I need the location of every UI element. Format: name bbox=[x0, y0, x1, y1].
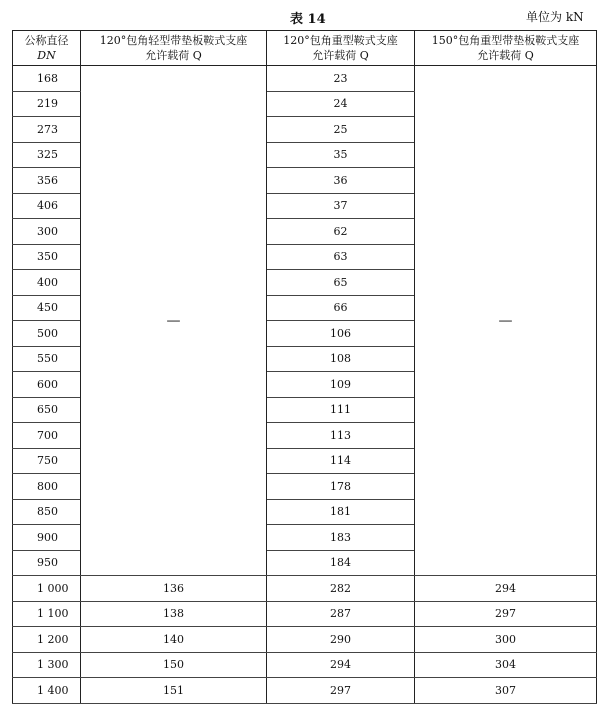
cell-heavy120: 36 bbox=[267, 168, 415, 194]
cell-heavy120: 25 bbox=[267, 117, 415, 143]
cell-dn: 1 200 bbox=[13, 627, 81, 653]
cell-light120: 150 bbox=[81, 652, 267, 678]
unit-label: 单位为 kN bbox=[526, 10, 584, 24]
cell-heavy120: 35 bbox=[267, 142, 415, 168]
cell-heavy120: 181 bbox=[267, 499, 415, 525]
cell-heavy120: 24 bbox=[267, 91, 415, 117]
cell-dn: 1 400 bbox=[13, 678, 81, 704]
cell-dn: 550 bbox=[13, 346, 81, 372]
cell-heavy120: 294 bbox=[267, 652, 415, 678]
cell-heavy120: 23 bbox=[267, 66, 415, 92]
cell-heavy120: 65 bbox=[267, 270, 415, 296]
cell-heavy120: 290 bbox=[267, 627, 415, 653]
cell-heavy120: 109 bbox=[267, 372, 415, 398]
cell-heavy120: 62 bbox=[267, 219, 415, 245]
cell-dn: 750 bbox=[13, 448, 81, 474]
cell-heavy120: 282 bbox=[267, 576, 415, 602]
table-row bbox=[13, 627, 597, 653]
cell-heavy120: 297 bbox=[267, 678, 415, 704]
cell-heavy150: 304 bbox=[415, 652, 597, 678]
load-table bbox=[12, 30, 597, 704]
cell-dn: 406 bbox=[13, 193, 81, 219]
cell-dn: 700 bbox=[13, 423, 81, 449]
cell-dn: 800 bbox=[13, 474, 81, 500]
cell-dn: 356 bbox=[13, 168, 81, 194]
cell-dn: 500 bbox=[13, 321, 81, 347]
cell-heavy120: 37 bbox=[267, 193, 415, 219]
cell-dn: 650 bbox=[13, 397, 81, 423]
header-heavy120 bbox=[267, 31, 415, 66]
cell-dn: 300 bbox=[13, 219, 81, 245]
cell-heavy120: 66 bbox=[267, 295, 415, 321]
cell-heavy120: 106 bbox=[267, 321, 415, 347]
header-dn-line2: DN bbox=[37, 49, 56, 62]
cell-dn: 1 100 bbox=[13, 601, 81, 627]
header-heavy150-line2: 允许载荷 Q bbox=[477, 49, 534, 62]
table-row bbox=[13, 66, 597, 92]
cell-heavy120: 178 bbox=[267, 474, 415, 500]
cell-heavy120: 113 bbox=[267, 423, 415, 449]
cell-dn: 1 300 bbox=[13, 652, 81, 678]
cell-dn: 219 bbox=[13, 91, 81, 117]
cell-heavy120: 63 bbox=[267, 244, 415, 270]
cell-dn: 1 000 bbox=[13, 576, 81, 602]
cell-dn: 850 bbox=[13, 499, 81, 525]
table-caption bbox=[0, 8, 604, 30]
header-light120-line2: 允许载荷 Q bbox=[145, 49, 202, 62]
cell-dn: 168 bbox=[13, 66, 81, 92]
cell-light120: 136 bbox=[81, 576, 267, 602]
cell-heavy120: 108 bbox=[267, 346, 415, 372]
cell-dn: 600 bbox=[13, 372, 81, 398]
cell-heavy150: 297 bbox=[415, 601, 597, 627]
header-light120 bbox=[81, 31, 267, 66]
cell-heavy120: 184 bbox=[267, 550, 415, 576]
header-light120-line1: 120°包角轻型带垫板鞍式支座 bbox=[99, 34, 248, 47]
cell-heavy120: 183 bbox=[267, 525, 415, 551]
header-dn-line1: 公称直径 bbox=[24, 34, 69, 47]
cell-dn: 450 bbox=[13, 295, 81, 321]
cell-light120: 140 bbox=[81, 627, 267, 653]
header-row bbox=[13, 31, 597, 66]
cell-dn: 950 bbox=[13, 550, 81, 576]
cell-light120-dash: — bbox=[81, 66, 267, 576]
cell-dn: 900 bbox=[13, 525, 81, 551]
table-title: 表 14 bbox=[290, 12, 326, 27]
cell-dn: 325 bbox=[13, 142, 81, 168]
header-heavy150 bbox=[415, 31, 597, 66]
cell-heavy120: 111 bbox=[267, 397, 415, 423]
cell-light120: 151 bbox=[81, 678, 267, 704]
header-heavy120-line2: 允许载荷 Q bbox=[312, 49, 369, 62]
header-dn bbox=[13, 31, 81, 66]
cell-heavy120: 114 bbox=[267, 448, 415, 474]
cell-dn: 400 bbox=[13, 270, 81, 296]
cell-heavy150: 307 bbox=[415, 678, 597, 704]
table-row bbox=[13, 601, 597, 627]
cell-heavy120: 287 bbox=[267, 601, 415, 627]
cell-light120: 138 bbox=[81, 601, 267, 627]
table-body bbox=[13, 66, 597, 704]
cell-heavy150-dash: — bbox=[415, 66, 597, 576]
cell-heavy150: 294 bbox=[415, 576, 597, 602]
header-heavy150-line1: 150°包角重型带垫板鞍式支座 bbox=[431, 34, 580, 47]
table-row bbox=[13, 576, 597, 602]
cell-dn: 273 bbox=[13, 117, 81, 143]
table-row bbox=[13, 652, 597, 678]
cell-dn: 350 bbox=[13, 244, 81, 270]
cell-heavy150: 300 bbox=[415, 627, 597, 653]
header-heavy120-line1: 120°包角重型鞍式支座 bbox=[283, 34, 398, 47]
table-row bbox=[13, 678, 597, 704]
